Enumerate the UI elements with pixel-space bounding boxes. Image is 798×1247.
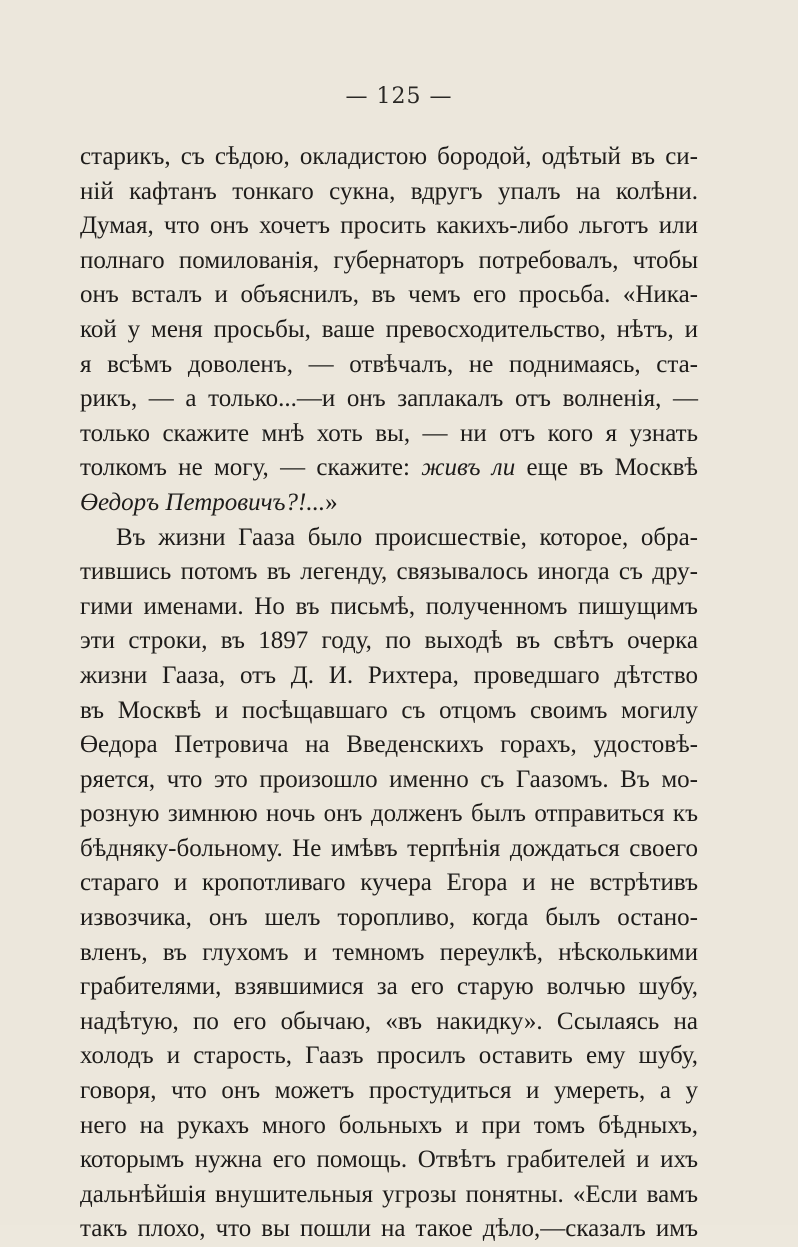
text-line: ряется, что это произошло именно съ Гаазомъ. Въ мо-	[80, 765, 698, 793]
text-line: Өедора Петровича на Введенскихъ горахъ, удостовѣ-	[80, 731, 698, 759]
text-line: тившись потомъ въ легенду, связывалось иногда съ дру-	[80, 558, 698, 586]
text-line: говоря, что онъ можетъ простудиться и умереть, а у	[80, 1077, 698, 1105]
text-line: въ Москвѣ и посѣщавшаго съ отцомъ своимъ могилу	[80, 696, 698, 724]
text-line: извозчика, онъ шелъ торопливо, когда былъ остано-	[80, 904, 698, 932]
text-line: которымъ нужна его помощь. Отвѣтъ грабителей и ихъ	[80, 1146, 698, 1174]
text-line: полнаго помилованія, губернаторъ потребовалъ, чтобы	[80, 246, 698, 274]
text-line: гими именами. Но въ письмѣ, полученномъ пишущимъ	[80, 592, 698, 620]
text-line: вленъ, въ глухомъ и темномъ переулкѣ, нѣсколькими	[80, 938, 698, 966]
paragraph-first-line: Въ жизни Гааза было происшествіе, которое, обра-	[116, 523, 698, 551]
text-line: него на рукахъ много больныхъ и при томъ бѣдныхъ,	[80, 1111, 698, 1139]
closing-quote: »	[325, 488, 338, 516]
text-line: дальнѣйшія внушительныя угрозы понятны. «Если вамъ	[80, 1180, 698, 1208]
text-line	[80, 451, 698, 486]
text-line: стараго и кропотливаго кучера Егора и не встрѣтивъ	[80, 869, 698, 897]
text-line-segment: еще въ Москвѣ	[515, 454, 698, 482]
text-line: жизни Гааза, отъ Д. И. Рихтера, проведшаго дѣтство	[80, 661, 698, 689]
text-line: я всѣмъ доволенъ, — отвѣчалъ, не поднимаясь, ста-	[80, 350, 698, 378]
text-line: рикъ, — а только...—и онъ заплакалъ отъ волненія, —	[80, 385, 698, 413]
body-text	[80, 140, 698, 1247]
text-line: кой у меня просьбы, ваше превосходительство, нѣтъ, и	[80, 315, 698, 343]
text-line	[80, 486, 698, 521]
italic-phrase: живъ ли	[421, 454, 516, 482]
text-line: ній кафтанъ тонкаго сукна, вдругъ упалъ на колѣни.	[80, 177, 698, 205]
text-line: старикъ, съ сѣдою, окладистою бородой, одѣтый въ си-	[80, 143, 698, 170]
text-line: розную зимнюю ночь онъ долженъ былъ отправиться къ	[80, 800, 698, 828]
text-line: онъ всталъ и объяснилъ, въ чемъ его просьба. «Ника-	[80, 281, 698, 309]
text-line: холодъ и старость, Гаазъ просилъ оставить ему шубу,	[80, 1042, 698, 1070]
text-line: эти строки, въ 1897 году, по выходѣ въ свѣтъ очерка	[80, 627, 698, 655]
text-line: Думая, что онъ хочетъ просить какихъ-либо льготъ или	[80, 212, 698, 240]
text-line: бѣдняку-больному. Не имѣвъ терпѣнія дождаться своего	[80, 834, 698, 862]
text-line: такъ плохо, что вы пошли на такое дѣло,—сказалъ имъ	[80, 1215, 698, 1243]
italic-name: Өедоръ Петровичъ?!...	[80, 488, 326, 516]
page-number: — 125 —	[345, 84, 453, 109]
text-line-segment: толкомъ не могу, — скажите:	[80, 454, 422, 482]
text-line: надѣтую, по его обычаю, «въ накидку». Ссылаясь на	[80, 1007, 698, 1035]
text-line: только скажите мнѣ хоть вы, — ни отъ кого я узнать	[80, 419, 698, 447]
text-line: грабителями, взявшимися за его старую волчью шубу,	[80, 973, 698, 1001]
